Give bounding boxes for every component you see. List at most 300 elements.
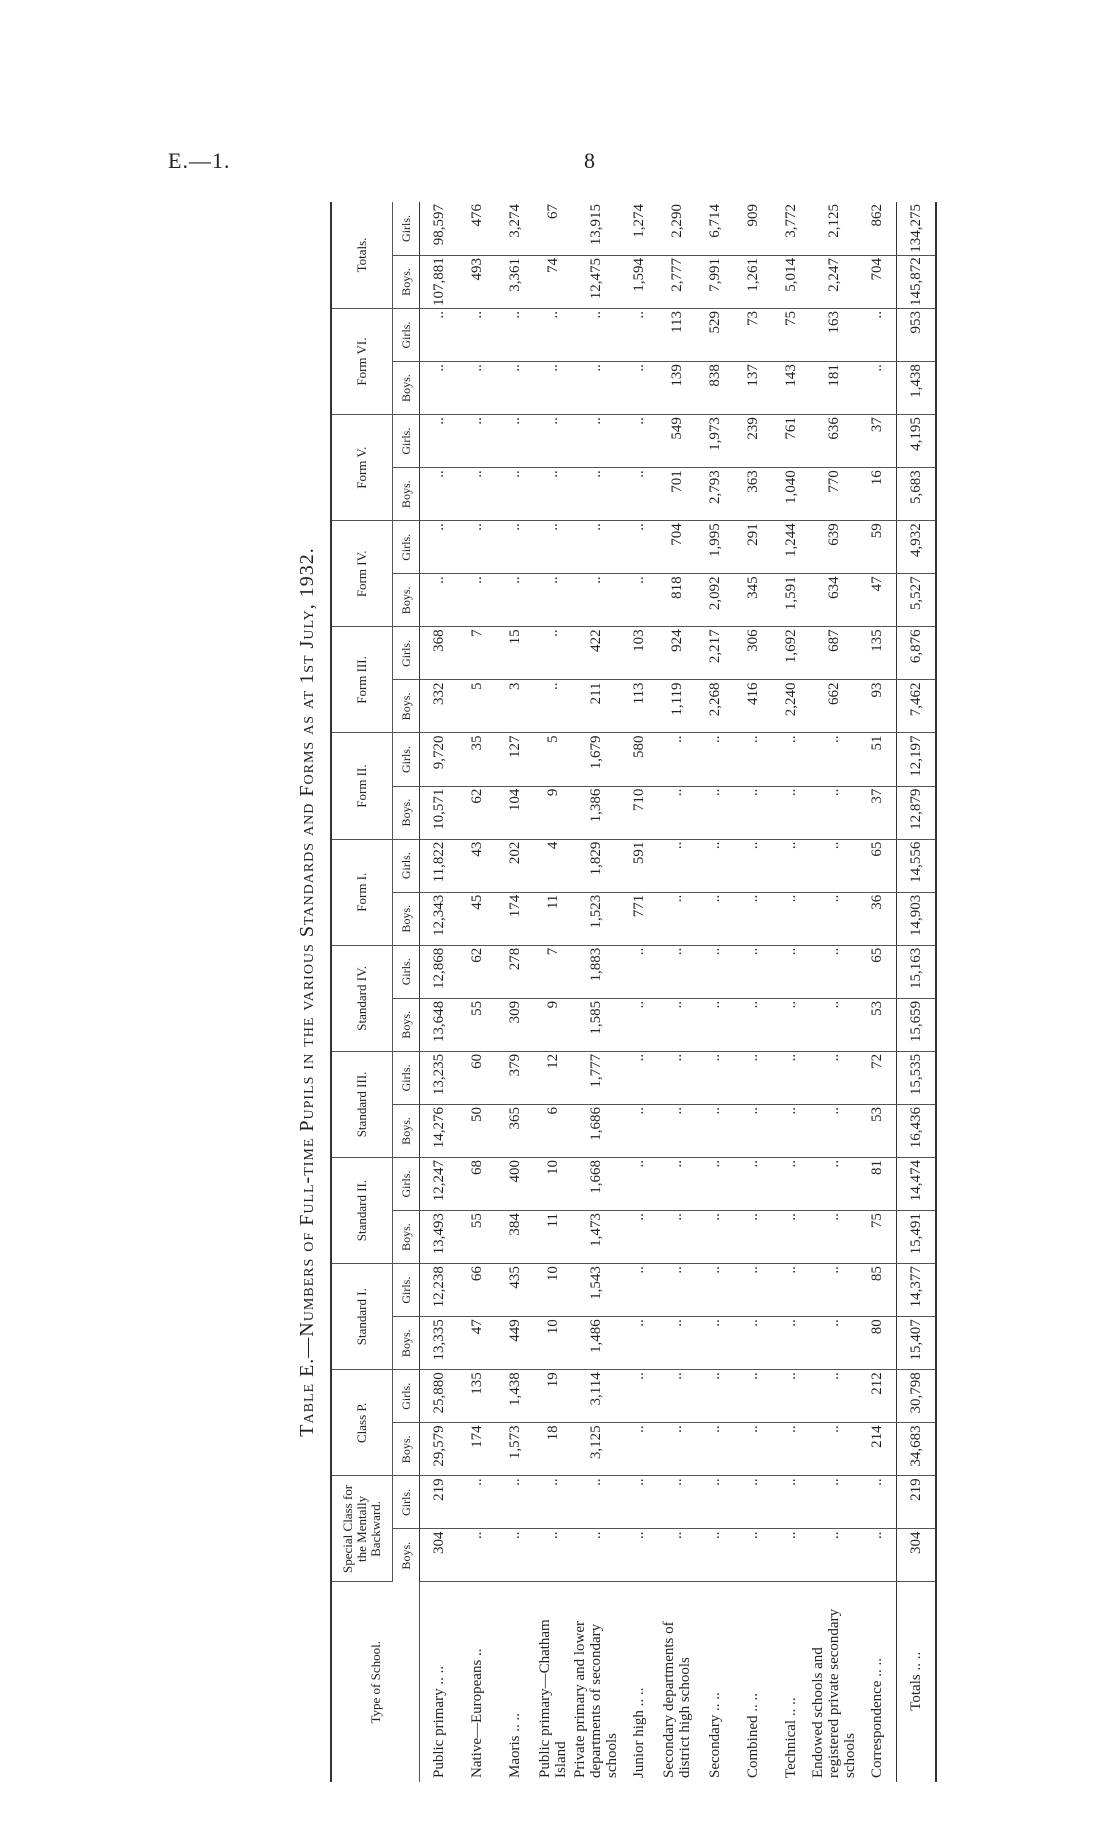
school-type-cell: Public primary—Chatham Island	[537, 1619, 569, 1778]
value-cell: ..	[696, 1051, 734, 1104]
value-cell: 15,163	[897, 945, 937, 998]
value-cell: 701	[658, 468, 696, 521]
value-cell: 135	[458, 1370, 496, 1423]
value-cell: ..	[772, 839, 810, 892]
value-cell: ..	[658, 839, 696, 892]
value-cell: ..	[734, 1158, 772, 1211]
value-cell: 345	[734, 574, 772, 627]
value-cell: ..	[734, 786, 772, 839]
value-cell: 332	[420, 680, 459, 733]
value-cell: 107,881	[420, 255, 459, 308]
value-cell: 1,040	[772, 468, 810, 521]
value-cell: 379	[496, 1051, 534, 1104]
value-cell: ..	[696, 839, 734, 892]
value-cell: ..	[420, 574, 459, 627]
boys-header: Boys.	[393, 574, 420, 627]
value-cell: 47	[458, 1317, 496, 1370]
value-cell: ..	[734, 1476, 772, 1529]
value-cell: ..	[572, 1476, 620, 1529]
value-cell: 81	[858, 1158, 897, 1211]
value-cell: 85	[858, 1264, 897, 1317]
value-cell: 12	[534, 1051, 572, 1104]
page-number: 8	[584, 148, 595, 173]
value-cell: ..	[534, 627, 572, 680]
value-cell: ..	[810, 1370, 858, 1423]
boys-header: Boys.	[393, 255, 420, 308]
value-cell: 862	[858, 202, 897, 255]
value-cell: ..	[458, 1529, 496, 1582]
value-cell: 4,195	[897, 415, 937, 468]
value-cell: ..	[534, 574, 572, 627]
value-cell: ..	[658, 1423, 696, 1476]
value-cell: ..	[420, 362, 459, 415]
value-cell: ..	[810, 1529, 858, 1582]
table-row	[696, 202, 734, 1782]
value-cell: 3,361	[496, 255, 534, 308]
value-cell: 15,535	[897, 1051, 937, 1104]
table-title: Table E.—Numbers of Full-time Pupils in the various Standards and Forms as at 1st July, 1932.	[296, 547, 318, 1437]
group-header: Form I.	[331, 839, 393, 945]
value-cell: ..	[810, 892, 858, 945]
value-cell: 7	[458, 627, 496, 680]
value-cell: 416	[734, 680, 772, 733]
value-cell: 127	[496, 733, 534, 786]
value-cell: 5	[534, 733, 572, 786]
value-cell: 304	[897, 1529, 937, 1582]
value-cell: 10	[534, 1158, 572, 1211]
value-cell: 45	[458, 892, 496, 945]
value-cell: ..	[620, 945, 658, 998]
value-cell: ..	[658, 1211, 696, 1264]
value-cell: 37	[858, 786, 897, 839]
value-cell: 75	[772, 309, 810, 362]
value-cell: 924	[658, 627, 696, 680]
value-cell: 15,659	[897, 998, 937, 1051]
value-cell: 13,235	[420, 1051, 459, 1104]
value-cell: 7,462	[897, 680, 937, 733]
value-cell: ..	[696, 998, 734, 1051]
table-row	[572, 202, 620, 1782]
group-header: Class P.	[331, 1370, 393, 1476]
value-cell: 1,777	[572, 1051, 620, 1104]
value-cell: 134,275	[897, 202, 937, 255]
value-cell: ..	[734, 1423, 772, 1476]
school-type-cell: Public primary .. ..	[431, 1665, 447, 1778]
value-cell: ..	[420, 521, 459, 574]
value-cell: 422	[572, 627, 620, 680]
value-cell: 400	[496, 1158, 534, 1211]
group-header: Form V.	[331, 415, 393, 521]
value-cell: ..	[496, 521, 534, 574]
school-type-cell: Secondary .. ..	[707, 1692, 723, 1778]
boys-header: Boys.	[393, 1317, 420, 1370]
value-cell: ..	[810, 1423, 858, 1476]
girls-header: Girls.	[393, 1158, 420, 1211]
value-cell: 1,594	[620, 255, 658, 308]
value-cell: ..	[572, 309, 620, 362]
school-type-cell: Private primary and lower departments of secondary schools	[572, 1620, 620, 1778]
value-cell: 113	[658, 309, 696, 362]
value-cell: ..	[620, 1051, 658, 1104]
group-header: Form VI.	[331, 309, 393, 415]
value-cell: ..	[572, 574, 620, 627]
value-cell: 1,438	[897, 362, 937, 415]
value-cell: ..	[420, 468, 459, 521]
value-cell: ..	[534, 468, 572, 521]
value-cell: 2,247	[810, 255, 858, 308]
value-cell: ..	[696, 945, 734, 998]
school-type-cell: Junior high .. ..	[631, 1687, 647, 1778]
value-cell: 838	[696, 362, 734, 415]
value-cell: 34,683	[897, 1423, 937, 1476]
value-cell: 174	[496, 892, 534, 945]
value-cell: 6	[534, 1104, 572, 1157]
value-cell: ..	[696, 1211, 734, 1264]
value-cell: 62	[458, 786, 496, 839]
value-cell: 1,244	[772, 521, 810, 574]
value-cell: 5,014	[772, 255, 810, 308]
group-header: Standard II.	[331, 1158, 393, 1264]
value-cell: 435	[496, 1264, 534, 1317]
value-cell: 62	[458, 945, 496, 998]
value-cell: ..	[858, 309, 897, 362]
value-cell: ..	[772, 1158, 810, 1211]
value-cell: ..	[458, 468, 496, 521]
table-row	[858, 202, 897, 1782]
value-cell: 662	[810, 680, 858, 733]
value-cell: 16,436	[897, 1104, 937, 1157]
value-cell: ..	[696, 1158, 734, 1211]
boys-header: Boys.	[393, 786, 420, 839]
value-cell: 18	[534, 1423, 572, 1476]
value-cell: ..	[458, 309, 496, 362]
value-cell: ..	[572, 362, 620, 415]
boys-header: Boys.	[393, 1211, 420, 1264]
value-cell: ..	[658, 1264, 696, 1317]
value-cell: 9	[534, 786, 572, 839]
value-cell: 4	[534, 839, 572, 892]
value-cell: 13,915	[572, 202, 620, 255]
value-cell: 7,991	[696, 255, 734, 308]
value-cell: 1,261	[734, 255, 772, 308]
value-cell: ..	[772, 1211, 810, 1264]
value-cell: 953	[897, 309, 937, 362]
type-of-school-header: Type of School.	[331, 1582, 420, 1782]
value-cell: 55	[458, 998, 496, 1051]
value-cell: 135	[858, 627, 897, 680]
boys-header: Boys.	[393, 1104, 420, 1157]
value-cell: 2,217	[696, 627, 734, 680]
value-cell: 211	[572, 680, 620, 733]
value-cell: 29,579	[420, 1423, 459, 1476]
value-cell: 291	[734, 521, 772, 574]
value-cell: ..	[658, 892, 696, 945]
value-cell: 368	[420, 627, 459, 680]
value-cell: 50	[458, 1104, 496, 1157]
value-cell: ..	[734, 1264, 772, 1317]
value-cell: ..	[620, 1211, 658, 1264]
value-cell: 1,679	[572, 733, 620, 786]
value-cell: 6,714	[696, 202, 734, 255]
value-cell: ..	[496, 415, 534, 468]
value-cell: ..	[772, 892, 810, 945]
value-cell: 449	[496, 1317, 534, 1370]
value-cell: 214	[858, 1423, 897, 1476]
value-cell: ..	[734, 1317, 772, 1370]
totals-row	[897, 202, 937, 1782]
value-cell: 14,903	[897, 892, 937, 945]
value-cell: 47	[858, 574, 897, 627]
value-cell: ..	[534, 309, 572, 362]
value-cell: 771	[620, 892, 658, 945]
value-cell: 16	[858, 468, 897, 521]
value-cell: 12,475	[572, 255, 620, 308]
value-cell: 309	[496, 998, 534, 1051]
value-cell: ..	[496, 362, 534, 415]
table-row	[620, 202, 658, 1782]
value-cell: 4,932	[897, 521, 937, 574]
value-cell: 1,386	[572, 786, 620, 839]
value-cell: ..	[534, 362, 572, 415]
value-cell: 761	[772, 415, 810, 468]
value-cell: 580	[620, 733, 658, 786]
value-cell: ..	[620, 468, 658, 521]
value-cell: 278	[496, 945, 534, 998]
value-cell: 14,474	[897, 1158, 937, 1211]
value-cell: ..	[810, 1476, 858, 1529]
value-cell: 3,274	[496, 202, 534, 255]
boys-header: Boys.	[393, 680, 420, 733]
value-cell: 3,114	[572, 1370, 620, 1423]
value-cell: 181	[810, 362, 858, 415]
value-cell: 2,777	[658, 255, 696, 308]
value-cell: 11	[534, 892, 572, 945]
value-cell: ..	[734, 733, 772, 786]
value-cell: 103	[620, 627, 658, 680]
value-cell: 19	[534, 1370, 572, 1423]
value-cell: 770	[810, 468, 858, 521]
value-cell: 365	[496, 1104, 534, 1157]
value-cell: 818	[658, 574, 696, 627]
girls-header: Girls.	[393, 627, 420, 680]
value-cell: ..	[734, 1370, 772, 1423]
value-cell: 12,238	[420, 1264, 459, 1317]
value-cell: 14,276	[420, 1104, 459, 1157]
group-header: Form III.	[331, 627, 393, 733]
value-cell: 68	[458, 1158, 496, 1211]
value-cell: ..	[810, 839, 858, 892]
value-cell: 591	[620, 839, 658, 892]
girls-header: Girls.	[393, 1051, 420, 1104]
value-cell: ..	[772, 1051, 810, 1104]
value-cell: 304	[420, 1529, 459, 1582]
boys-header: Boys.	[393, 468, 420, 521]
value-cell: 3,125	[572, 1423, 620, 1476]
value-cell: ..	[696, 1317, 734, 1370]
value-cell: 1,973	[696, 415, 734, 468]
value-cell: ..	[772, 1529, 810, 1582]
value-cell: 1,573	[496, 1423, 534, 1476]
value-cell: ..	[696, 1370, 734, 1423]
value-cell: 909	[734, 202, 772, 255]
group-header: Standard III.	[331, 1051, 393, 1157]
value-cell: ..	[620, 1529, 658, 1582]
value-cell: 113	[620, 680, 658, 733]
value-cell: 174	[458, 1423, 496, 1476]
value-cell: 12,197	[897, 733, 937, 786]
value-cell: ..	[572, 521, 620, 574]
value-cell: 80	[858, 1317, 897, 1370]
value-cell: ..	[658, 1158, 696, 1211]
value-cell: 202	[496, 839, 534, 892]
value-cell: 1,692	[772, 627, 810, 680]
value-cell: ..	[696, 1423, 734, 1476]
value-cell: 306	[734, 627, 772, 680]
value-cell: 13,493	[420, 1211, 459, 1264]
table-row	[458, 202, 496, 1782]
value-cell: 1,668	[572, 1158, 620, 1211]
value-cell: ..	[858, 1529, 897, 1582]
value-cell: ..	[458, 415, 496, 468]
value-cell: 704	[658, 521, 696, 574]
value-cell: 37	[858, 415, 897, 468]
value-cell: 5	[458, 680, 496, 733]
value-cell: ..	[734, 1529, 772, 1582]
value-cell: 15,407	[897, 1317, 937, 1370]
value-cell: 212	[858, 1370, 897, 1423]
value-cell: ..	[458, 521, 496, 574]
value-cell: 9	[534, 998, 572, 1051]
value-cell: 30,798	[897, 1370, 937, 1423]
value-cell: ..	[734, 1211, 772, 1264]
value-cell: 219	[897, 1476, 937, 1529]
value-cell: 53	[858, 1104, 897, 1157]
value-cell: ..	[772, 998, 810, 1051]
value-cell: ..	[810, 786, 858, 839]
value-cell: 2,092	[696, 574, 734, 627]
value-cell: ..	[620, 574, 658, 627]
value-cell: 1,438	[496, 1370, 534, 1423]
value-cell: 363	[734, 468, 772, 521]
pupils-table	[330, 202, 937, 1782]
value-cell: ..	[658, 945, 696, 998]
value-cell: 65	[858, 945, 897, 998]
value-cell: 13,335	[420, 1317, 459, 1370]
value-cell: ..	[620, 1370, 658, 1423]
value-cell: ..	[810, 1317, 858, 1370]
value-cell: 12,247	[420, 1158, 459, 1211]
value-cell: ..	[534, 1476, 572, 1529]
value-cell: 163	[810, 309, 858, 362]
value-cell: ..	[572, 468, 620, 521]
value-cell: 15,491	[897, 1211, 937, 1264]
value-cell: 239	[734, 415, 772, 468]
value-cell: 1,686	[572, 1104, 620, 1157]
boys-header: Boys.	[393, 1423, 420, 1476]
value-cell: ..	[658, 733, 696, 786]
value-cell: 2,268	[696, 680, 734, 733]
value-cell: 15	[496, 627, 534, 680]
value-cell: ..	[658, 1317, 696, 1370]
value-cell: ..	[696, 1104, 734, 1157]
value-cell: ..	[658, 1476, 696, 1529]
value-cell: 75	[858, 1211, 897, 1264]
value-cell: ..	[658, 1529, 696, 1582]
value-cell: 5,527	[897, 574, 937, 627]
value-cell: 67	[534, 202, 572, 255]
page-identifier: E.—1.	[168, 148, 231, 173]
girls-header: Girls.	[393, 733, 420, 786]
girls-header: Girls.	[393, 521, 420, 574]
value-cell: ..	[572, 415, 620, 468]
value-cell: 59	[858, 521, 897, 574]
value-cell: 12,879	[897, 786, 937, 839]
value-cell: 7	[534, 945, 572, 998]
value-cell: 74	[534, 255, 572, 308]
value-cell: 2,240	[772, 680, 810, 733]
value-cell: 639	[810, 521, 858, 574]
girls-header: Girls.	[393, 1264, 420, 1317]
value-cell: ..	[658, 786, 696, 839]
value-cell: 65	[858, 839, 897, 892]
value-cell: 1,473	[572, 1211, 620, 1264]
value-cell: 145,872	[897, 255, 937, 308]
value-cell: ..	[734, 892, 772, 945]
school-type-cell: Secondary departments of district high schools	[661, 1621, 693, 1778]
school-type-cell: Endowed schools and registered private secondary schools	[810, 1608, 858, 1778]
value-cell: ..	[620, 309, 658, 362]
value-cell: ..	[772, 733, 810, 786]
value-cell: 12,868	[420, 945, 459, 998]
group-header: Totals.	[331, 202, 393, 309]
value-cell: ..	[810, 945, 858, 998]
value-cell: 104	[496, 786, 534, 839]
table-row	[658, 202, 696, 1782]
value-cell: 1,883	[572, 945, 620, 998]
value-cell: 36	[858, 892, 897, 945]
value-cell: ..	[534, 415, 572, 468]
group-header: Form IV.	[331, 521, 393, 627]
value-cell: ..	[696, 1529, 734, 1582]
rotated-table-container	[284, 202, 924, 1782]
value-cell: ..	[772, 786, 810, 839]
value-cell: ..	[810, 733, 858, 786]
value-cell: ..	[458, 1476, 496, 1529]
girls-header: Girls.	[393, 202, 420, 255]
value-cell: ..	[696, 786, 734, 839]
value-cell: 549	[658, 415, 696, 468]
value-cell: ..	[496, 468, 534, 521]
value-cell: ..	[658, 1051, 696, 1104]
value-cell: 1,486	[572, 1317, 620, 1370]
boys-header: Boys.	[393, 1529, 420, 1582]
value-cell: 219	[420, 1476, 459, 1529]
value-cell: 55	[458, 1211, 496, 1264]
girls-header: Girls.	[393, 1370, 420, 1423]
value-cell: 1,119	[658, 680, 696, 733]
value-cell: ..	[534, 1529, 572, 1582]
value-cell: ..	[658, 1104, 696, 1157]
value-cell: 1,591	[772, 574, 810, 627]
value-cell: ..	[772, 1317, 810, 1370]
table-row	[534, 202, 572, 1782]
value-cell: ..	[534, 521, 572, 574]
table-row	[772, 202, 810, 1782]
value-cell: ..	[620, 415, 658, 468]
value-cell: 3	[496, 680, 534, 733]
value-cell: ..	[620, 1423, 658, 1476]
value-cell: 43	[458, 839, 496, 892]
